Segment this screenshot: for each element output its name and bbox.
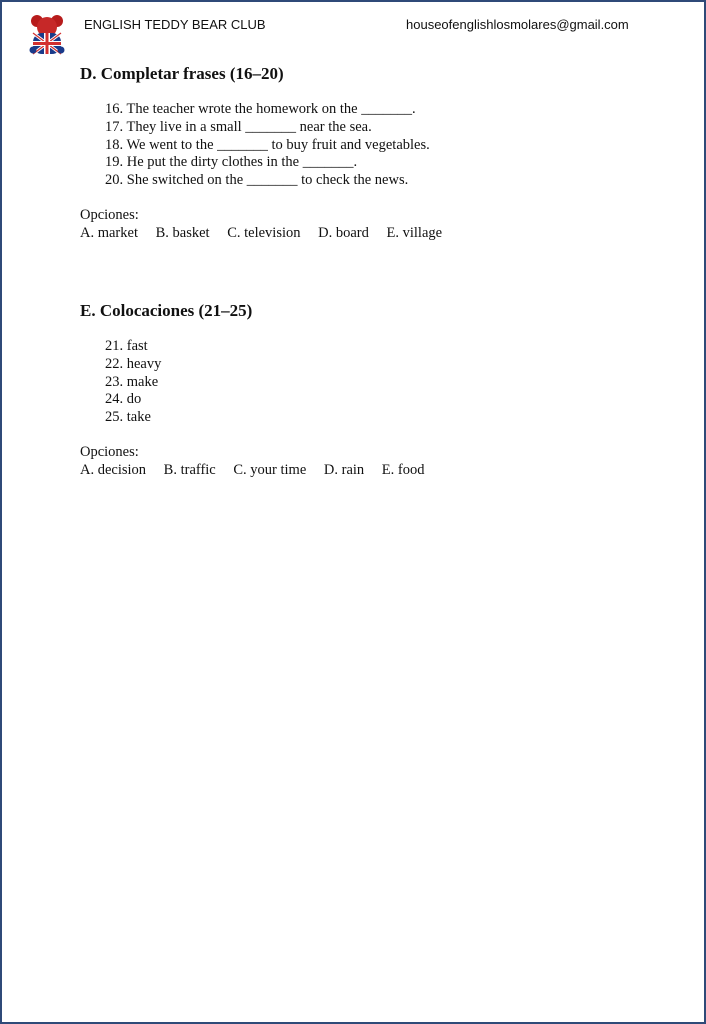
option-item: A. market xyxy=(80,225,138,241)
option-item: E. village xyxy=(386,225,443,241)
option-item: B. traffic xyxy=(163,462,216,478)
list-item: 18. We went to the _______ to buy fruit and vegetables. xyxy=(105,136,430,153)
club-name: ENGLISH TEDDY BEAR CLUB xyxy=(84,17,266,32)
option-item: D. board xyxy=(318,225,369,241)
list-item: 23. make xyxy=(105,373,159,390)
option-item: D. rain xyxy=(323,462,365,478)
section-d-options-label: Opciones: xyxy=(80,207,139,223)
list-item: 21. fast xyxy=(105,338,148,354)
option-item: C. your time xyxy=(233,462,307,478)
section-d-options xyxy=(80,225,456,242)
teddy-bear-logo-icon xyxy=(29,14,65,56)
section-d-title: D. Completar frases (16–20) xyxy=(80,64,284,83)
section-e-title: E. Colocaciones (21–25) xyxy=(80,301,253,320)
list-item: 24. do xyxy=(105,391,142,408)
list-item: 22. heavy xyxy=(105,355,162,372)
list-item: 17. They live in a small _______ near the sea. xyxy=(105,118,372,135)
list-item: 20. She switched on the _______ to check the news. xyxy=(105,172,409,189)
section-d-list xyxy=(105,101,430,190)
list-item: 19. He put the dirty clothes in the _______. xyxy=(105,154,358,171)
page-header xyxy=(2,2,704,62)
option-item: C. television xyxy=(227,225,301,241)
list-item: 25. take xyxy=(105,409,151,426)
option-item: B. basket xyxy=(155,225,210,241)
option-item: E. food xyxy=(381,462,425,478)
section-e-options-label: Opciones: xyxy=(80,444,139,460)
section-e-list xyxy=(105,338,161,427)
contact-email: houseofenglishlosmolares@gmail.com xyxy=(406,17,629,32)
section-e-options xyxy=(80,462,438,479)
list-item: 16. The teacher wrote the homework on the _______. xyxy=(105,101,416,117)
option-item: A. decision xyxy=(80,462,147,478)
